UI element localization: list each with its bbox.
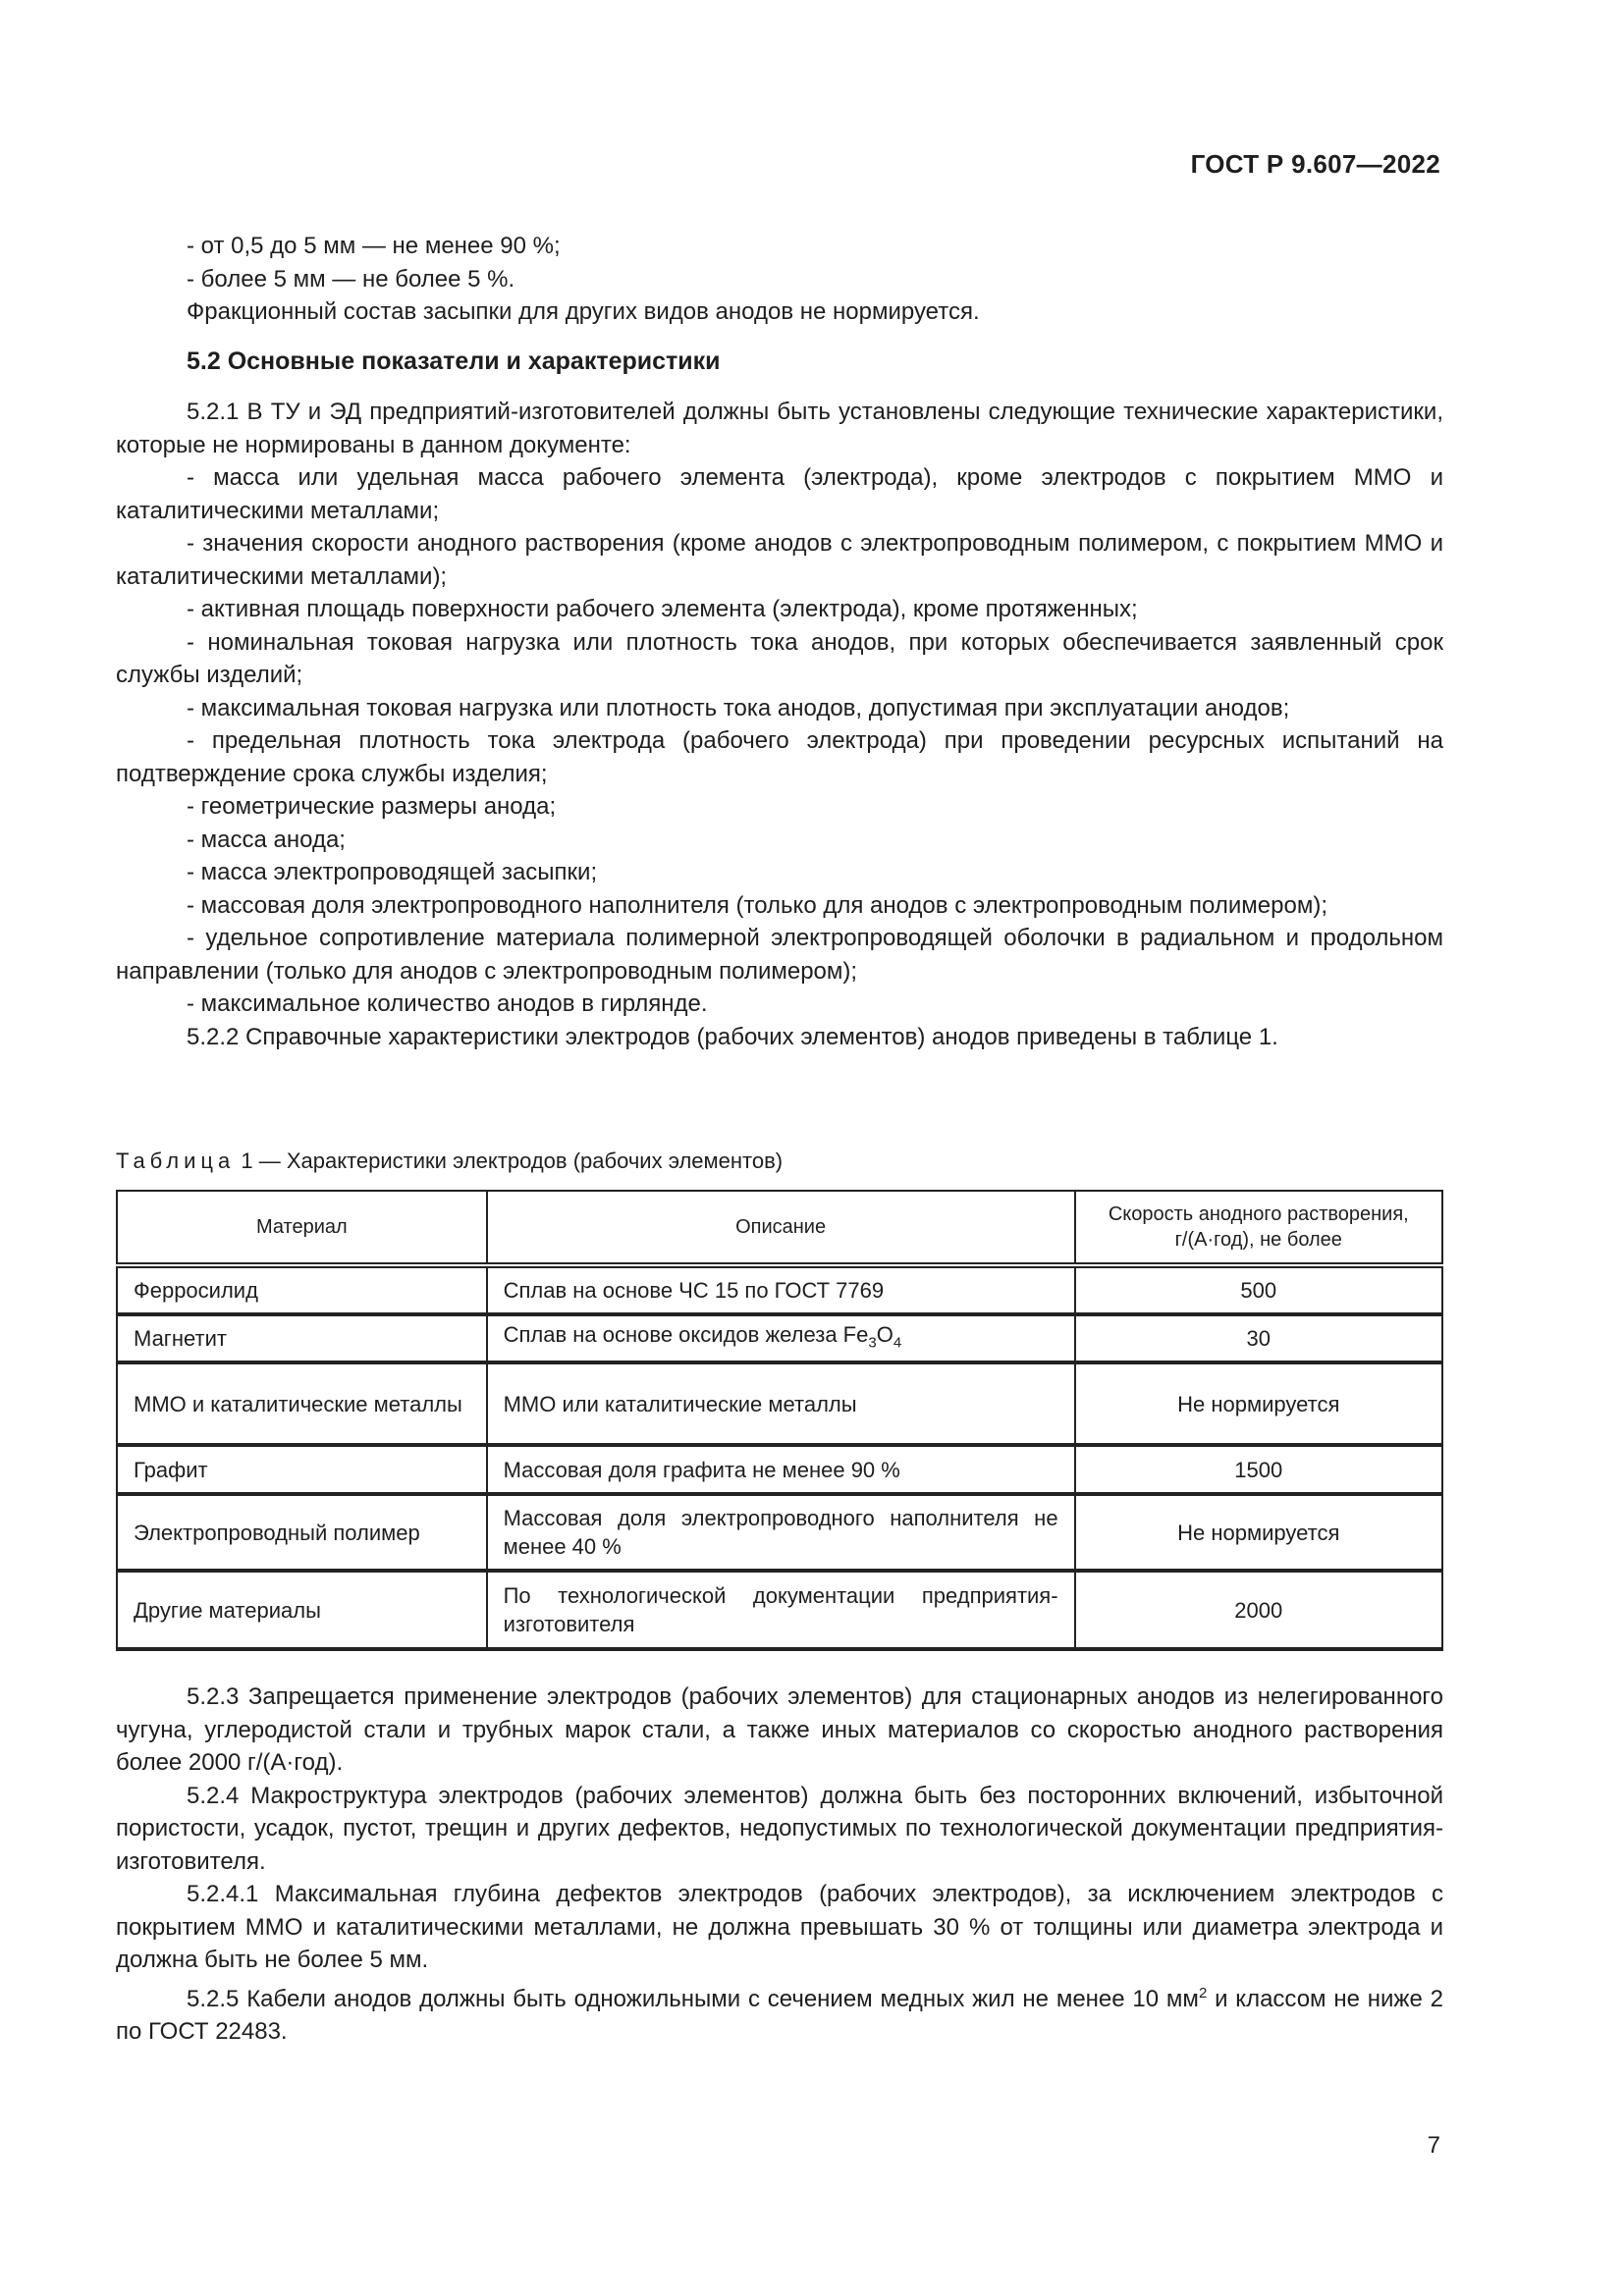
page-number: 7	[1427, 2132, 1440, 2159]
cell-material: Графит	[117, 1445, 487, 1494]
cell-description: ММО или каталитические металлы	[487, 1362, 1075, 1445]
table-header-row	[117, 1191, 1442, 1265]
table-caption-title: 1 — Характеристики электродов (рабочих элементов)	[235, 1148, 784, 1173]
list-item: - номинальная токовая нагрузка или плотность тока анодов, при которых обеспечивается заявленный срок службы изделий;	[116, 628, 1443, 688]
fraction-list	[116, 230, 1443, 329]
fraction-note: Фракционный состав засыпки для других видов анодов не нормируется.	[187, 298, 980, 325]
cell-material: Электропроводный полимер	[117, 1494, 487, 1571]
list-item: - от 0,5 до 5 мм — не менее 90 %;	[187, 233, 561, 259]
cell-rate: 2000	[1075, 1571, 1442, 1649]
table-row	[117, 1571, 1442, 1649]
clause-5-2-4-1: 5.2.4.1 Максимальная глубина дефектов электродов (рабочих электродов), за исключением электродов с покрытием ММО и каталитическими металлами, не должна превышать 30 % от толщины или диаметра электрода и должна быть не более 5 мм.	[116, 1881, 1443, 1973]
clause-5-2-2: 5.2.2 Справочные характеристики электродов (рабочих элементов) анодов приведены в таблице 1.	[187, 1023, 1278, 1050]
subscript: 4	[893, 1334, 902, 1352]
table-caption	[116, 1148, 783, 1174]
table-caption-word: Таблица	[116, 1148, 236, 1173]
clause-5-2-1	[116, 396, 1443, 1053]
header-rate: Скорость анодного растворения, г/(А·год), не более	[1075, 1191, 1442, 1265]
list-item: - масса электропроводящей засыпки;	[187, 859, 598, 885]
cell-description: Массовая доля электропроводного наполнителя не менее 40 %	[487, 1494, 1075, 1571]
cell-material: Магнетит	[117, 1314, 487, 1362]
cell-rate: Не нормируется	[1075, 1362, 1442, 1445]
list-item: - предельная плотность тока электрода (рабочего электрода) при проведении ресурсных испытаний на подтверждение срока службы изделия;	[116, 727, 1443, 787]
table-row	[117, 1494, 1442, 1571]
clause-text: и классом не ниже 2 по ГОСТ 22483.	[116, 1985, 1443, 2045]
document-header-id: ГОСТ Р 9.607—2022	[1190, 149, 1440, 179]
table-row	[117, 1314, 1442, 1362]
table-row	[117, 1362, 1442, 1445]
table-row	[117, 1265, 1442, 1314]
clause-5-2-4: 5.2.4 Макроструктура электродов (рабочих элементов) должна быть без посторонних включений, избыточной пористости, усадок, пустот, трещин и других дефектов, недопустимых по технологической документации предприятия-изготовителя.	[116, 1782, 1443, 1875]
cell-rate: 30	[1075, 1314, 1442, 1362]
clause-5-2-5	[116, 1977, 1443, 2049]
cell-rate: 500	[1075, 1265, 1442, 1314]
clause-text: 5.2.5 Кабели анодов должны быть одножильными с сечением медных жил не менее 10 мм	[187, 1985, 1199, 2012]
list-item: - значения скорости анодного растворения (кроме анодов с электропроводным полимером, с покрытием ММО и каталитическими металлами);	[116, 530, 1443, 590]
clause-5-2-3: 5.2.3 Запрещается применение электродов (рабочих элементов) для стационарных анодов из нелегированного чугуна, углеродистой стали и трубных марок стали, а также иных материалов со скоростью анодного растворения более 2000 г/(А·год).	[116, 1683, 1443, 1776]
header-material: Материал	[117, 1191, 487, 1265]
list-item: - масса анода;	[187, 826, 346, 853]
superscript: 2	[1198, 1984, 1208, 2002]
subscript: 3	[868, 1334, 877, 1352]
header-description: Описание	[487, 1191, 1075, 1265]
desc-text: Сплав на основе оксидов железа Fe	[503, 1322, 869, 1347]
cell-rate: Не нормируется	[1075, 1494, 1442, 1571]
cell-material: ММО и каталитические металлы	[117, 1362, 487, 1445]
cell-description	[487, 1314, 1075, 1362]
list-item: - массовая доля электропроводного наполнителя (только для анодов с электропроводным полимером);	[187, 891, 1327, 919]
list-item: - максимальная токовая нагрузка или плотность тока анодов, допустимая при эксплуатации анодов;	[187, 694, 1290, 721]
list-item: - более 5 мм — не более 5 %.	[187, 265, 515, 293]
list-item: - геометрические размеры анода;	[187, 793, 557, 820]
cell-description: Массовая доля графита не менее 90 %	[487, 1445, 1075, 1494]
desc-text: O	[876, 1322, 893, 1347]
list-item: - активная площадь поверхности рабочего элемента (электрода), кроме протяженных;	[187, 596, 1138, 622]
cell-description: Сплав на основе ЧС 15 по ГОСТ 7769	[487, 1265, 1075, 1314]
clause-intro: 5.2.1 В ТУ и ЭД предприятий-изготовителей должны быть установлены следующие технические характеристики, которые не нормированы в данном документе:	[116, 399, 1443, 458]
electrode-table	[116, 1190, 1443, 1651]
table-row	[117, 1445, 1442, 1494]
list-item: - удельное сопротивление материала полимерной электропроводящей оболочки в радиальном и продольном направлении (только для анодов с электропроводным полимером);	[116, 925, 1443, 985]
cell-description: По технологической документации предприятия-изготовителя	[487, 1571, 1075, 1649]
cell-rate: 1500	[1075, 1445, 1442, 1494]
list-item: - масса или удельная масса рабочего элемента (электрода), кроме электродов с покрытием ММО и каталитическими металлами;	[116, 464, 1443, 524]
list-item: - максимальное количество анодов в гирлянде.	[187, 990, 708, 1017]
section-heading	[116, 346, 1443, 379]
section-heading-text: 5.2 Основные показатели и характеристики	[187, 347, 721, 375]
cell-material: Другие материалы	[117, 1571, 487, 1649]
clauses-after-table	[116, 1681, 1443, 2049]
cell-material: Ферросилид	[117, 1265, 487, 1314]
